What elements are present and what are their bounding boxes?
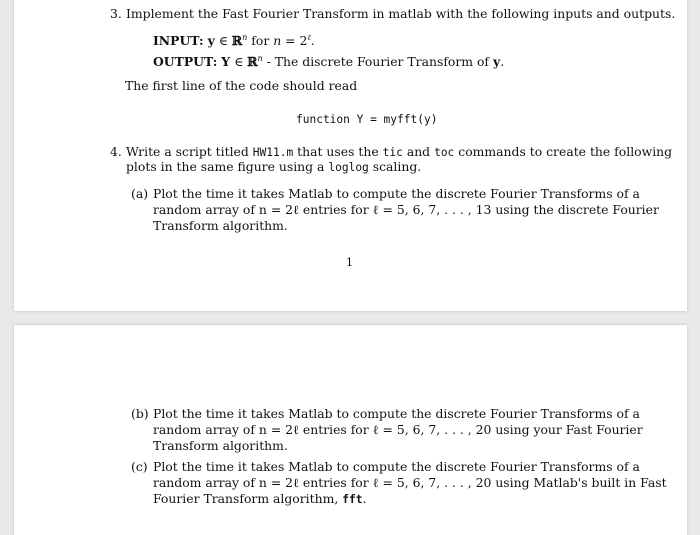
part-b-line-1: Plot the time it takes Matlab to compute the discrete Fourier Transforms of a <box>153 406 640 421</box>
part-a-line-2: random array of n = 2ℓ entries for ℓ = 5, 6, 7, . . . , 13 using the discrete Fourier <box>153 202 659 217</box>
part-b-label: (b) <box>131 406 149 421</box>
part-c-line-3: Fourier Transform algorithm, fft. <box>153 491 367 506</box>
part-c-line-1: Plot the time it takes Matlab to compute the discrete Fourier Transforms of a <box>153 459 640 474</box>
part-c-line-2: random array of n = 2ℓ entries for ℓ = 5, 6, 7, . . . , 20 using Matlab's built in Fast <box>153 475 667 490</box>
question-4-line-2: plots in the same figure using a loglog scaling. <box>126 159 422 174</box>
question-4-line-1: Write a script titled HW11.m that uses the tic and toc commands to create the following <box>126 144 673 159</box>
part-a-label: (a) <box>131 186 149 201</box>
part-b-line-3: Transform algorithm. <box>153 438 288 453</box>
question-3-number: 3. <box>110 6 122 21</box>
part-b-line-2: random array of n = 2ℓ entries for ℓ = 5, 6, 7, . . . , 20 using your Fast Fourier <box>153 422 643 437</box>
part-a-line-3: Transform algorithm. <box>153 218 288 233</box>
first-line-instruction: The first line of the code should read <box>125 78 358 93</box>
document-page-2 <box>14 325 687 535</box>
code-line: function Y = myfft(y) <box>296 113 438 126</box>
output-spec: OUTPUT: Y ∈ ℝ$^n$ - The discrete Fourier Transform of y. <box>153 54 505 70</box>
part-c-label: (c) <box>131 459 148 474</box>
page-number: 1 <box>346 256 353 269</box>
input-spec: INPUT: y ∈ ℝ$^n$ for $n = 2^\ell$. <box>153 33 315 49</box>
question-3-text: Implement the Fast Fourier Transform in matlab with the following inputs and outputs. <box>126 6 676 21</box>
question-4-number: 4. <box>110 144 122 159</box>
document-page-1 <box>14 0 687 311</box>
part-a-line-1: Plot the time it takes Matlab to compute the discrete Fourier Transforms of a <box>153 186 640 201</box>
